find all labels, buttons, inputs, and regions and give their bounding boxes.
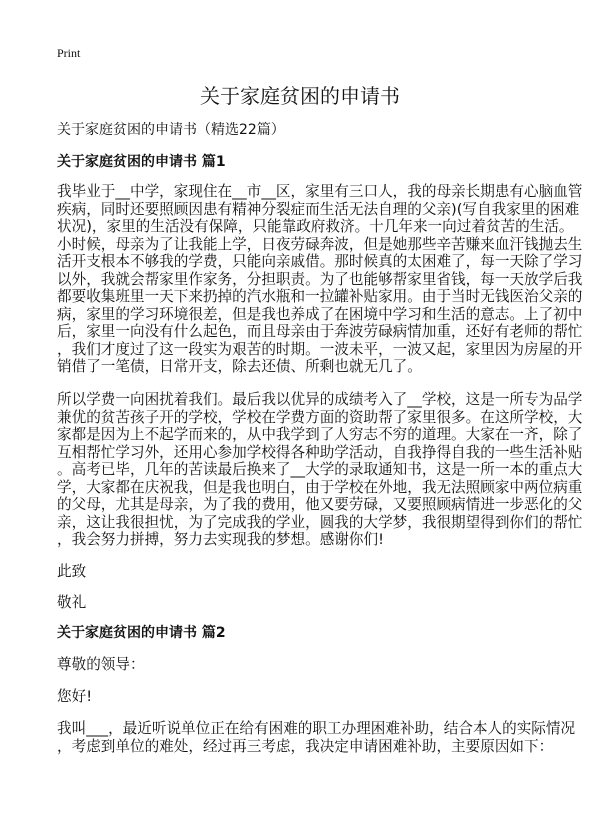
paragraph-2 [57, 391, 582, 549]
text-line: 小时候，母亲为了让我能上学，日夜劳碌奔波，但是她那些辛苦赚来血汗钱抛去生 [57, 235, 583, 253]
section-heading-2: 关于家庭贫困的申请书 篇2 [57, 625, 226, 641]
paragraph-1 [57, 183, 582, 376]
text-line: 都要收集班里一天下来扔掉的汽水瓶和一拉罐补贴家用。由于当时无钱医治父亲的 [57, 288, 583, 305]
section-heading-1: 关于家庭贫困的申请书 篇1 [57, 154, 226, 170]
text-line: ，我会努力拼搏，努力去实现我的梦想。感谢你们! [57, 531, 384, 548]
text-line: 后，家里一向没有什么起色，而且母亲由于奔波劳碌病情加重，还好有老师的帮忙 [57, 323, 583, 340]
text-line: 的父母，尤其是母亲，为了我的费用，他又要劳碌，又要照顾病情进一步恶化的父 [57, 496, 583, 513]
text-line: 兼优的贫苦孩子开的学校，学校在学费方面的资助帮了家里很多。在这所学校，大 [57, 408, 583, 426]
closing-jingli: 敬礼 [57, 594, 87, 611]
text-line: 我叫___，最近听说单位正在给有困难的职工办理困难补助，结合本人的实际情况 [57, 720, 576, 737]
text-line: 学，大家都在庆祝我，但是我也明白，由于学校在外地，我无法照顾家中两位病重 [57, 478, 583, 496]
text-line: 所以学费一向困扰着我们。最后我以优异的成绩考入了__学校，这是一所专为品学 [57, 391, 583, 408]
print-link[interactable]: Print [57, 46, 81, 60]
closing-cizhi: 此致 [57, 563, 87, 580]
text-line: 。高考已毕，几年的苦读最后换来了__大学的录取通知书，这是一所一本的重点大 [57, 461, 583, 478]
text-line: 疾病，同时还要照顾因患有精神分裂症而生活无法自理的父亲)(写自我家里的困难 [57, 200, 580, 218]
document-subtitle: 关于家庭贫困的申请书（精选22篇） [57, 122, 285, 138]
text-line: 家都是因为上不起学而来的，从中我学到了人穷志不穷的道理。大家在一齐，除了 [57, 426, 583, 443]
text-line: ，我们才度过了这一段实为艰苦的时期。一波未平，一波又起，家里因为房屋的开 [57, 340, 583, 358]
text-line: ，考虑到单位的难处，经过再三考虑，我决定申请困难补助，主要原因如下： [57, 737, 554, 755]
greeting: 尊敬的领导： [57, 656, 145, 673]
text-line: 互相帮忙学习外，还用心参加学校得各种助学活动，自我挣得自我的一些生活补贴 [57, 443, 583, 461]
text-line: 亲，这让我很担忧，为了完成我的学业，圆我的大学梦，我很期望得到你们的帮忙 [57, 513, 583, 531]
text-line: 活开支根本不够我的学费，只能向亲戚借。那时候真的太困难了，每一天除了学习 [57, 253, 583, 270]
page-title: 关于家庭贫困的申请书 [200, 84, 400, 108]
text-line: 以外，我就会帮家里作家务，分担职责。为了也能够帮家里省钱，每一天放学后我 [57, 270, 583, 288]
text-line: 我毕业于__中学，家现住在__市__区，家里有三口人，我的母亲长期患有心脑血管 [57, 183, 583, 200]
text-line: 状况)，家里的生活没有保障，只能靠政府救济。十几年来一向过着贫苦的生活。 [57, 218, 574, 235]
text-line: 销借了一笔债，日常开支，除去还债、所剩也就无几了。 [57, 358, 422, 375]
paragraph-3 [57, 720, 575, 755]
text-line: 病，家里的学习环境很差，但是我也养成了在困境中学习和生活的意志。上了初中 [57, 305, 583, 323]
hello: 您好! [57, 688, 93, 705]
